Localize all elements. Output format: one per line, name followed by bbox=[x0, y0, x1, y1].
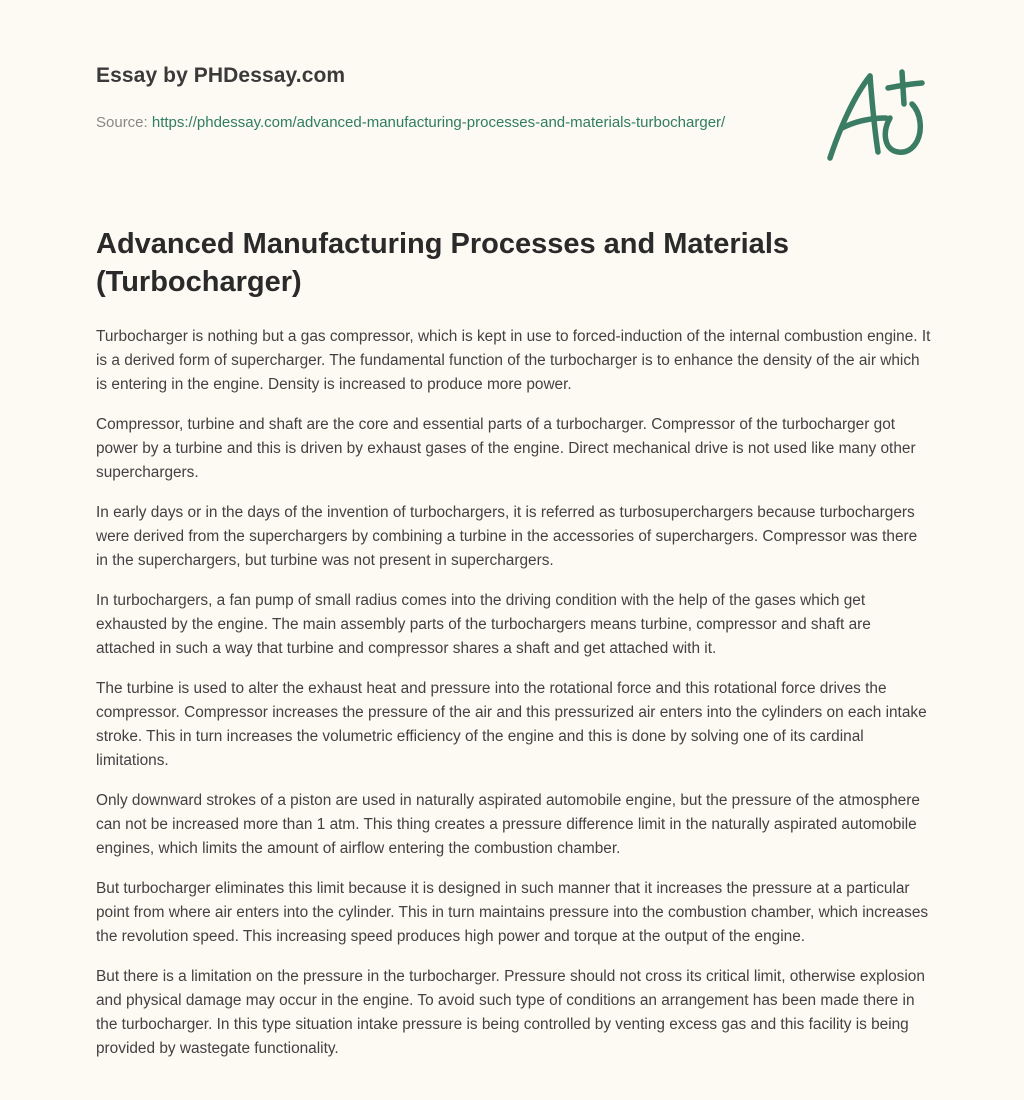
article-paragraph: Only downward strokes of a piston are used in naturally aspirated automobile engine, but the pressure of the atmosphere can not be increased more than 1 atm. This thing creates a pressure difference limit in the naturally aspirated automobile engines, which limits the amount of airflow entering the combustion chamber. bbox=[96, 792, 920, 857]
site-brand: Essay by PHDessay.com bbox=[96, 64, 346, 87]
article-paragraph: But turbocharger eliminates this limit because it is designed in such manner that it increases the pressure at a particular point from where air enters into the cylinder. This in turn maintains pressure into the combustion chamber, which increases the revolution speed. This increasing speed produces high power and torque at the output of the engine. bbox=[96, 880, 929, 945]
article-paragraph: The turbine is used to alter the exhaust heat and pressure into the rotational force and this rotational force drives the compressor. Compressor increases the pressure of the air and this pressurized air enters into the cylinders on each intake stroke. This in turn increases the volumetric efficiency of the engine and this is done by solving one of its cardinal limitations. bbox=[96, 680, 927, 769]
article-paragraph: In turbochargers, a fan pump of small radius comes into the driving condition with the help of the gases which get exhausted by the engine. The main assembly parts of the turbochargers means turbine, compressor and shaft are attached in such a way that turbine and compressor shares a shaft and get attached with it. bbox=[96, 592, 871, 657]
article-paragraph: Compressor, turbine and shaft are the core and essential parts of a turbocharger. Compressor of the turbocharger got power by a turbine and this is driven by exhaust gases of the engine. Direct mechanical drive is not used like many other superchargers. bbox=[96, 416, 916, 481]
article-paragraph: In early days or in the days of the invention of turbochargers, it is referred as turbosuperchargers because turbochargers were derived from the superchargers by combining a turbine in the accessories of superchargers. Compressor was there in the superchargers, but turbine was not present in superchargers. bbox=[96, 504, 918, 569]
article-body bbox=[96, 325, 932, 1077]
article-title: Advanced Manufacturing Processes and Materials (Turbocharger) bbox=[96, 228, 789, 298]
article-paragraph: Turbocharger is nothing but a gas compressor, which is kept in use to forced-induction of the internal combustion engine. It is a derived form of supercharger. The fundamental function of the turbocharger is to enhance the density of the air which is entering in the engine. Density is increased to produce more power. bbox=[96, 328, 931, 393]
a-plus-logo-icon bbox=[820, 66, 932, 166]
source-line bbox=[96, 111, 736, 135]
source-link[interactable]: https://phdessay.com/advanced-manufacturing-processes-and-materials-turbocharger/ bbox=[151, 114, 726, 131]
source-label: Source: bbox=[96, 114, 152, 131]
article-paragraph: But there is a limitation on the pressure in the turbocharger. Pressure should not cross its critical limit, otherwise explosion and physical damage may occur in the engine. To avoid such type of conditions an arrangement has been made there in the turbocharger. In this type situation intake pressure is being controlled by venting excess gas and this facility is being provided by wastegate functionality. bbox=[96, 968, 925, 1057]
